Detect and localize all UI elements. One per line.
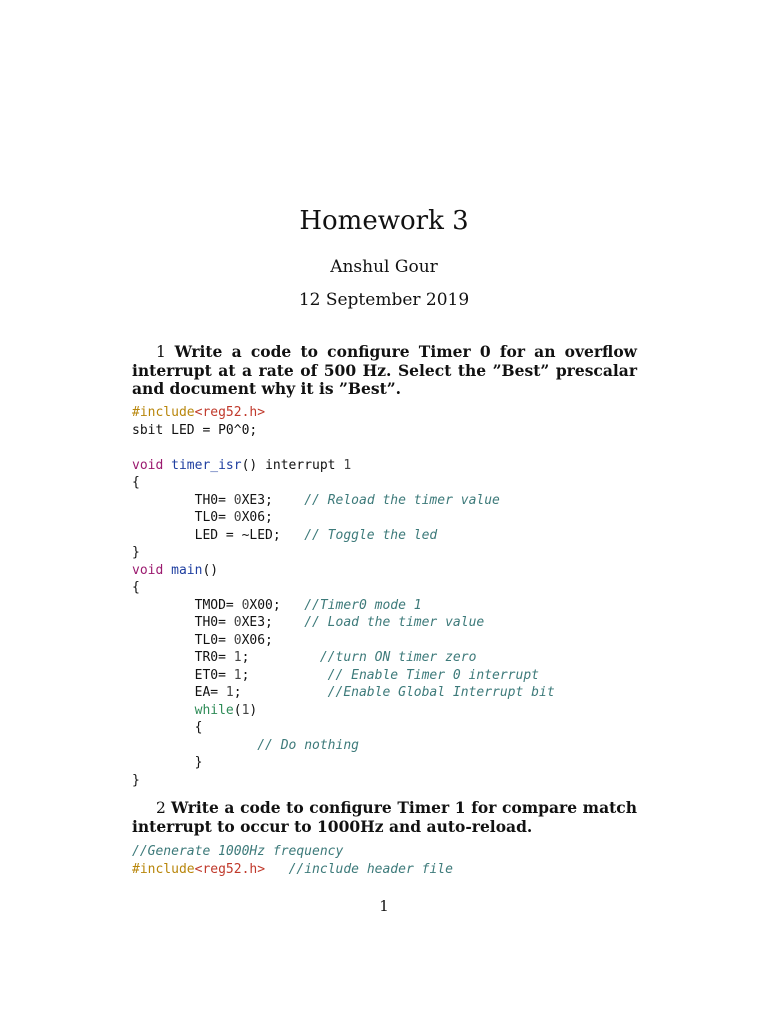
code-line — [132, 457, 692, 475]
code-token: ; — [241, 650, 320, 665]
code-token: 0 — [233, 510, 242, 525]
code-token: 1 — [225, 685, 234, 700]
code-token: EA= — [132, 685, 226, 700]
code-token: // Enable Timer 0 interrupt — [327, 667, 539, 683]
question-1 — [132, 343, 637, 399]
question-text: Write a code to configure Timer 1 for compare match interrupt to occur to 1000Hz and auto-reload. — [132, 798, 637, 836]
code-token: while — [194, 702, 234, 718]
code-token: TMOD= — [132, 597, 242, 613]
question-text: Write a code to configure Timer 0 for an overflow interrupt at a rate of 500 Hz. Select the ”Best” prescalar and document why it is ”Best”. — [132, 342, 638, 398]
document-date: 12 September 2019 — [298, 290, 470, 310]
code-line — [132, 439, 692, 457]
code-token: () interrupt — [241, 457, 344, 473]
code-token: TH0= — [132, 615, 234, 630]
question-number: 1 — [156, 343, 166, 361]
code-token: { — [132, 580, 140, 595]
code-token: //turn ON timer zero — [319, 650, 477, 665]
code-line — [132, 527, 692, 545]
code-token: 1 — [241, 702, 250, 718]
code-token: // Toggle the led — [304, 527, 438, 543]
code-token — [163, 563, 171, 578]
code-line — [132, 597, 692, 615]
code-block-2 — [132, 843, 692, 878]
code-token: 0 — [233, 492, 242, 508]
code-token: () — [202, 562, 219, 578]
code-token: 0 — [233, 615, 242, 630]
question-2 — [132, 799, 637, 836]
code-token: #include — [132, 405, 195, 420]
code-line — [132, 614, 692, 632]
code-token: TL0= — [132, 510, 234, 525]
code-token: } — [132, 755, 203, 770]
code-line — [132, 404, 692, 422]
code-line — [132, 649, 692, 667]
code-token: void — [132, 457, 164, 473]
code-token: 0 — [233, 632, 242, 648]
code-token: timer_isr — [171, 457, 242, 473]
code-token: ; — [241, 667, 328, 683]
code-line — [132, 772, 692, 790]
code-token: X06; — [241, 632, 273, 648]
code-token: TH0= — [132, 492, 234, 508]
code-line — [132, 754, 692, 772]
code-line — [132, 422, 692, 440]
code-token: TR0= — [132, 650, 234, 665]
code-token: X00; — [249, 597, 305, 613]
code-token — [163, 458, 171, 473]
code-token: X06; — [241, 510, 273, 525]
code-token: { — [132, 475, 140, 490]
code-token: ; — [233, 685, 328, 700]
code-token: { — [132, 720, 203, 735]
code-token: sbit LED = P0^0; — [132, 422, 258, 438]
author-name: Anshul Gour — [330, 257, 438, 277]
code-line — [132, 579, 692, 597]
code-token: //Enable Global Interrupt bit — [327, 685, 555, 700]
code-line — [132, 684, 692, 702]
code-line — [132, 737, 692, 755]
code-line — [132, 509, 692, 527]
code-line — [132, 702, 692, 720]
code-token: TL0= — [132, 632, 234, 648]
code-block-1 — [132, 404, 692, 789]
code-line — [132, 667, 692, 685]
document-title: Homework 3 — [299, 206, 469, 236]
code-token: //Timer0 mode 1 — [304, 597, 422, 613]
code-token: 1 — [233, 650, 242, 665]
code-token: #include — [132, 861, 195, 877]
code-token: ( — [233, 702, 242, 718]
code-token: ) — [249, 702, 258, 718]
code-token: void — [132, 562, 164, 578]
code-line — [132, 719, 692, 737]
code-line — [132, 544, 692, 562]
code-token: 0 — [241, 597, 250, 613]
code-line — [132, 492, 692, 510]
code-line — [132, 562, 692, 580]
code-line — [132, 843, 692, 861]
code-token: // Load the timer value — [304, 615, 485, 630]
code-token: 1 — [343, 457, 352, 473]
code-token: LED = ~LED; — [132, 527, 305, 543]
code-token: <reg52.h> — [194, 861, 266, 877]
code-token — [132, 738, 257, 753]
code-token: // Reload the timer value — [304, 492, 500, 508]
code-token: ET0= — [132, 667, 234, 683]
code-token: XE3; — [241, 615, 305, 630]
code-token: } — [132, 545, 140, 560]
code-token — [132, 703, 195, 718]
code-token: //include header file — [288, 861, 453, 877]
code-token: main — [171, 562, 203, 578]
code-token: //Generate 1000Hz frequency — [132, 844, 344, 859]
code-token: 1 — [233, 667, 242, 683]
question-number: 2 — [156, 799, 166, 817]
code-token — [265, 862, 288, 877]
code-token: } — [132, 772, 140, 788]
code-line — [132, 474, 692, 492]
code-token: // Do nothing — [257, 737, 359, 753]
code-line — [132, 861, 692, 879]
code-line — [132, 632, 692, 650]
page-number: 1 — [379, 897, 389, 915]
code-token: <reg52.h> — [194, 405, 266, 420]
code-token: XE3; — [241, 492, 305, 508]
